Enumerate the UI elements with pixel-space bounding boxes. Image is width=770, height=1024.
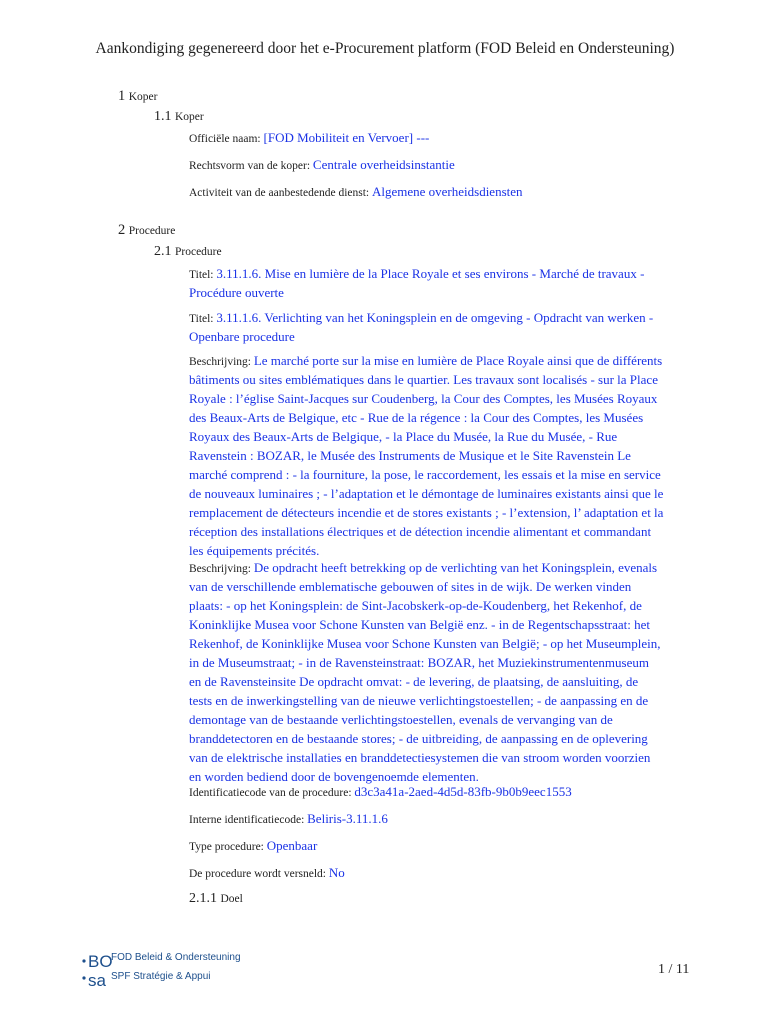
- field-legal-form: [189, 156, 664, 175]
- section-number: 2: [118, 222, 126, 238]
- field-value: Beliris-3.11.1.6: [307, 811, 388, 826]
- field-description-fr: [189, 352, 664, 561]
- field-label: Activiteit van de aanbestedende dienst:: [189, 187, 370, 199]
- field-label: Type procedure:: [189, 841, 264, 853]
- field-value: Openbaar: [266, 838, 318, 853]
- field-label: Officiële naam:: [189, 133, 261, 145]
- subsection-heading-koper: [154, 109, 204, 125]
- field-activity: [189, 183, 664, 202]
- subsubsection-number: 2.1.1: [189, 891, 217, 906]
- field-label: Titel:: [189, 313, 214, 325]
- field-value: d3c3a41a-2aed-4d5d-83fb-9b0b9eec1553: [354, 784, 572, 799]
- org-name-fr: SPF Stratégie & Appui: [111, 971, 211, 982]
- subsection-label: Koper: [175, 111, 204, 123]
- field-value: 3.11.1.6. Verlichting van het Koningsplein en de omgeving - Opdracht van werken - Openbare procedure: [189, 310, 654, 344]
- field-procedure-type: [189, 837, 664, 856]
- section-label: Koper: [128, 91, 158, 103]
- field-value: Le marché porte sur la mise en lumière de Place Royale ainsi que de différents bâtiments ou sites emblématiques dans le quartier. Les travaux sont localisés - sur la Place Royale : l’église Saint-Jacques sur Coudenberg, la Cour des Comptes, les Musées Royaux des Beaux-Arts de Belgique, etc - Rue de la régence : la Cour des Comptes, les Musées Royaux des Beaux-Arts de Belgique, - la Place du Musée, la Rue du Musée, - Rue Ravenstein : BOZAR, le Musée des Instruments de Musique et le Site Ravenstein Le marché comprend : - la fourniture, la pose, le raccordement, les essais et la mise en service de nouveaux luminaires ; - l’adaptation et le démontage de luminaires existants ainsi que le remplacement de détecteurs incendie et de stores existants ; - l’extension, l’ adaptation et la réception des installations électriques et de détection incendie alimentant et commandant les équipements précités.: [189, 353, 664, 558]
- field-description-nl: [189, 559, 664, 787]
- logo-text-bottom: sa: [88, 971, 106, 990]
- field-internal-id: [189, 810, 664, 829]
- field-value: No: [328, 865, 345, 880]
- section-heading-procedure: [118, 222, 175, 239]
- field-value: Centrale overheidsinstantie: [312, 157, 455, 172]
- section-label: Procedure: [128, 225, 176, 237]
- field-label: Beschrijving:: [189, 563, 251, 575]
- field-label: Interne identificatiecode:: [189, 814, 305, 826]
- field-label: Beschrijving:: [189, 356, 251, 368]
- subsubsection-heading-doel: [189, 891, 243, 907]
- field-procedure-id: [189, 783, 664, 802]
- subsection-number: 2.1: [154, 244, 172, 259]
- subsection-label: Procedure: [175, 246, 222, 258]
- field-label: Rechtsvorm van de koper:: [189, 160, 311, 172]
- field-value: Algemene overheidsdiensten: [371, 184, 523, 199]
- field-value: 3.11.1.6. Mise en lumière de la Place Royale et ses environs - Marché de travaux - Procédure ouverte: [189, 266, 645, 300]
- page-header: Aankondiging gegenereerd door het e-Procurement platform (FOD Beleid en Ondersteuning): [95, 40, 675, 57]
- field-title-fr: [189, 265, 664, 303]
- section-number: 1: [118, 88, 126, 104]
- field-label: De procedure wordt versneld:: [189, 868, 326, 880]
- field-label: Identificatiecode van de procedure:: [189, 787, 352, 799]
- field-title-nl: [189, 309, 664, 347]
- logo-text-top: BO: [88, 952, 113, 971]
- field-value: [FOD Mobiliteit en Vervoer] ---: [263, 130, 430, 145]
- field-label: Titel:: [189, 269, 214, 281]
- section-heading-koper: [118, 88, 158, 105]
- field-accelerated: [189, 864, 664, 883]
- subsubsection-label: Doel: [220, 893, 243, 905]
- field-value: De opdracht heeft betrekking op de verlichting van het Koningsplein, evenals van de verschillende emblematische gebouwen of sites in de wijk. De werken vinden plaats: - op het Koningsplein: de Sint-Jacobskerk-op-de-Koudenberg, het Rekenhof, de Koninklijke Musea voor Schone Kunsten van België enz. - in de Regentschapsstraat: het Rekenhof, de Koninklijke Musea voor Schone Kunsten van België; - op het Museumplein, in de Museumstraat; - in de Ravensteinstraat: BOZAR, het Muziekinstrumentenmuseum en de Ravensteinsite De opdracht omvat: - de levering, de plaatsing, de aansluiting, de tests en de inwerkingstelling van de nieuwe verlichtingstoestellen; - de aanpassing en de demontage van de bestaande verlichtingstoestellen, evenals de vervanging van de branddetectoren en de bestaande stores; - de uitbreiding, de aanpassing en de oplevering van de elektrische installaties en branddetectiesystemen die van stroom worden voorzien en worden bediend door de bovengenoemde elementen.: [189, 560, 661, 784]
- field-official-name: [189, 129, 664, 148]
- subsection-number: 1.1: [154, 109, 172, 124]
- page-number: 1 / 11: [658, 962, 690, 977]
- org-name-nl: FOD Beleid & Ondersteuning: [111, 952, 241, 963]
- bosa-logo: [82, 950, 282, 990]
- subsection-heading-procedure: [154, 244, 222, 260]
